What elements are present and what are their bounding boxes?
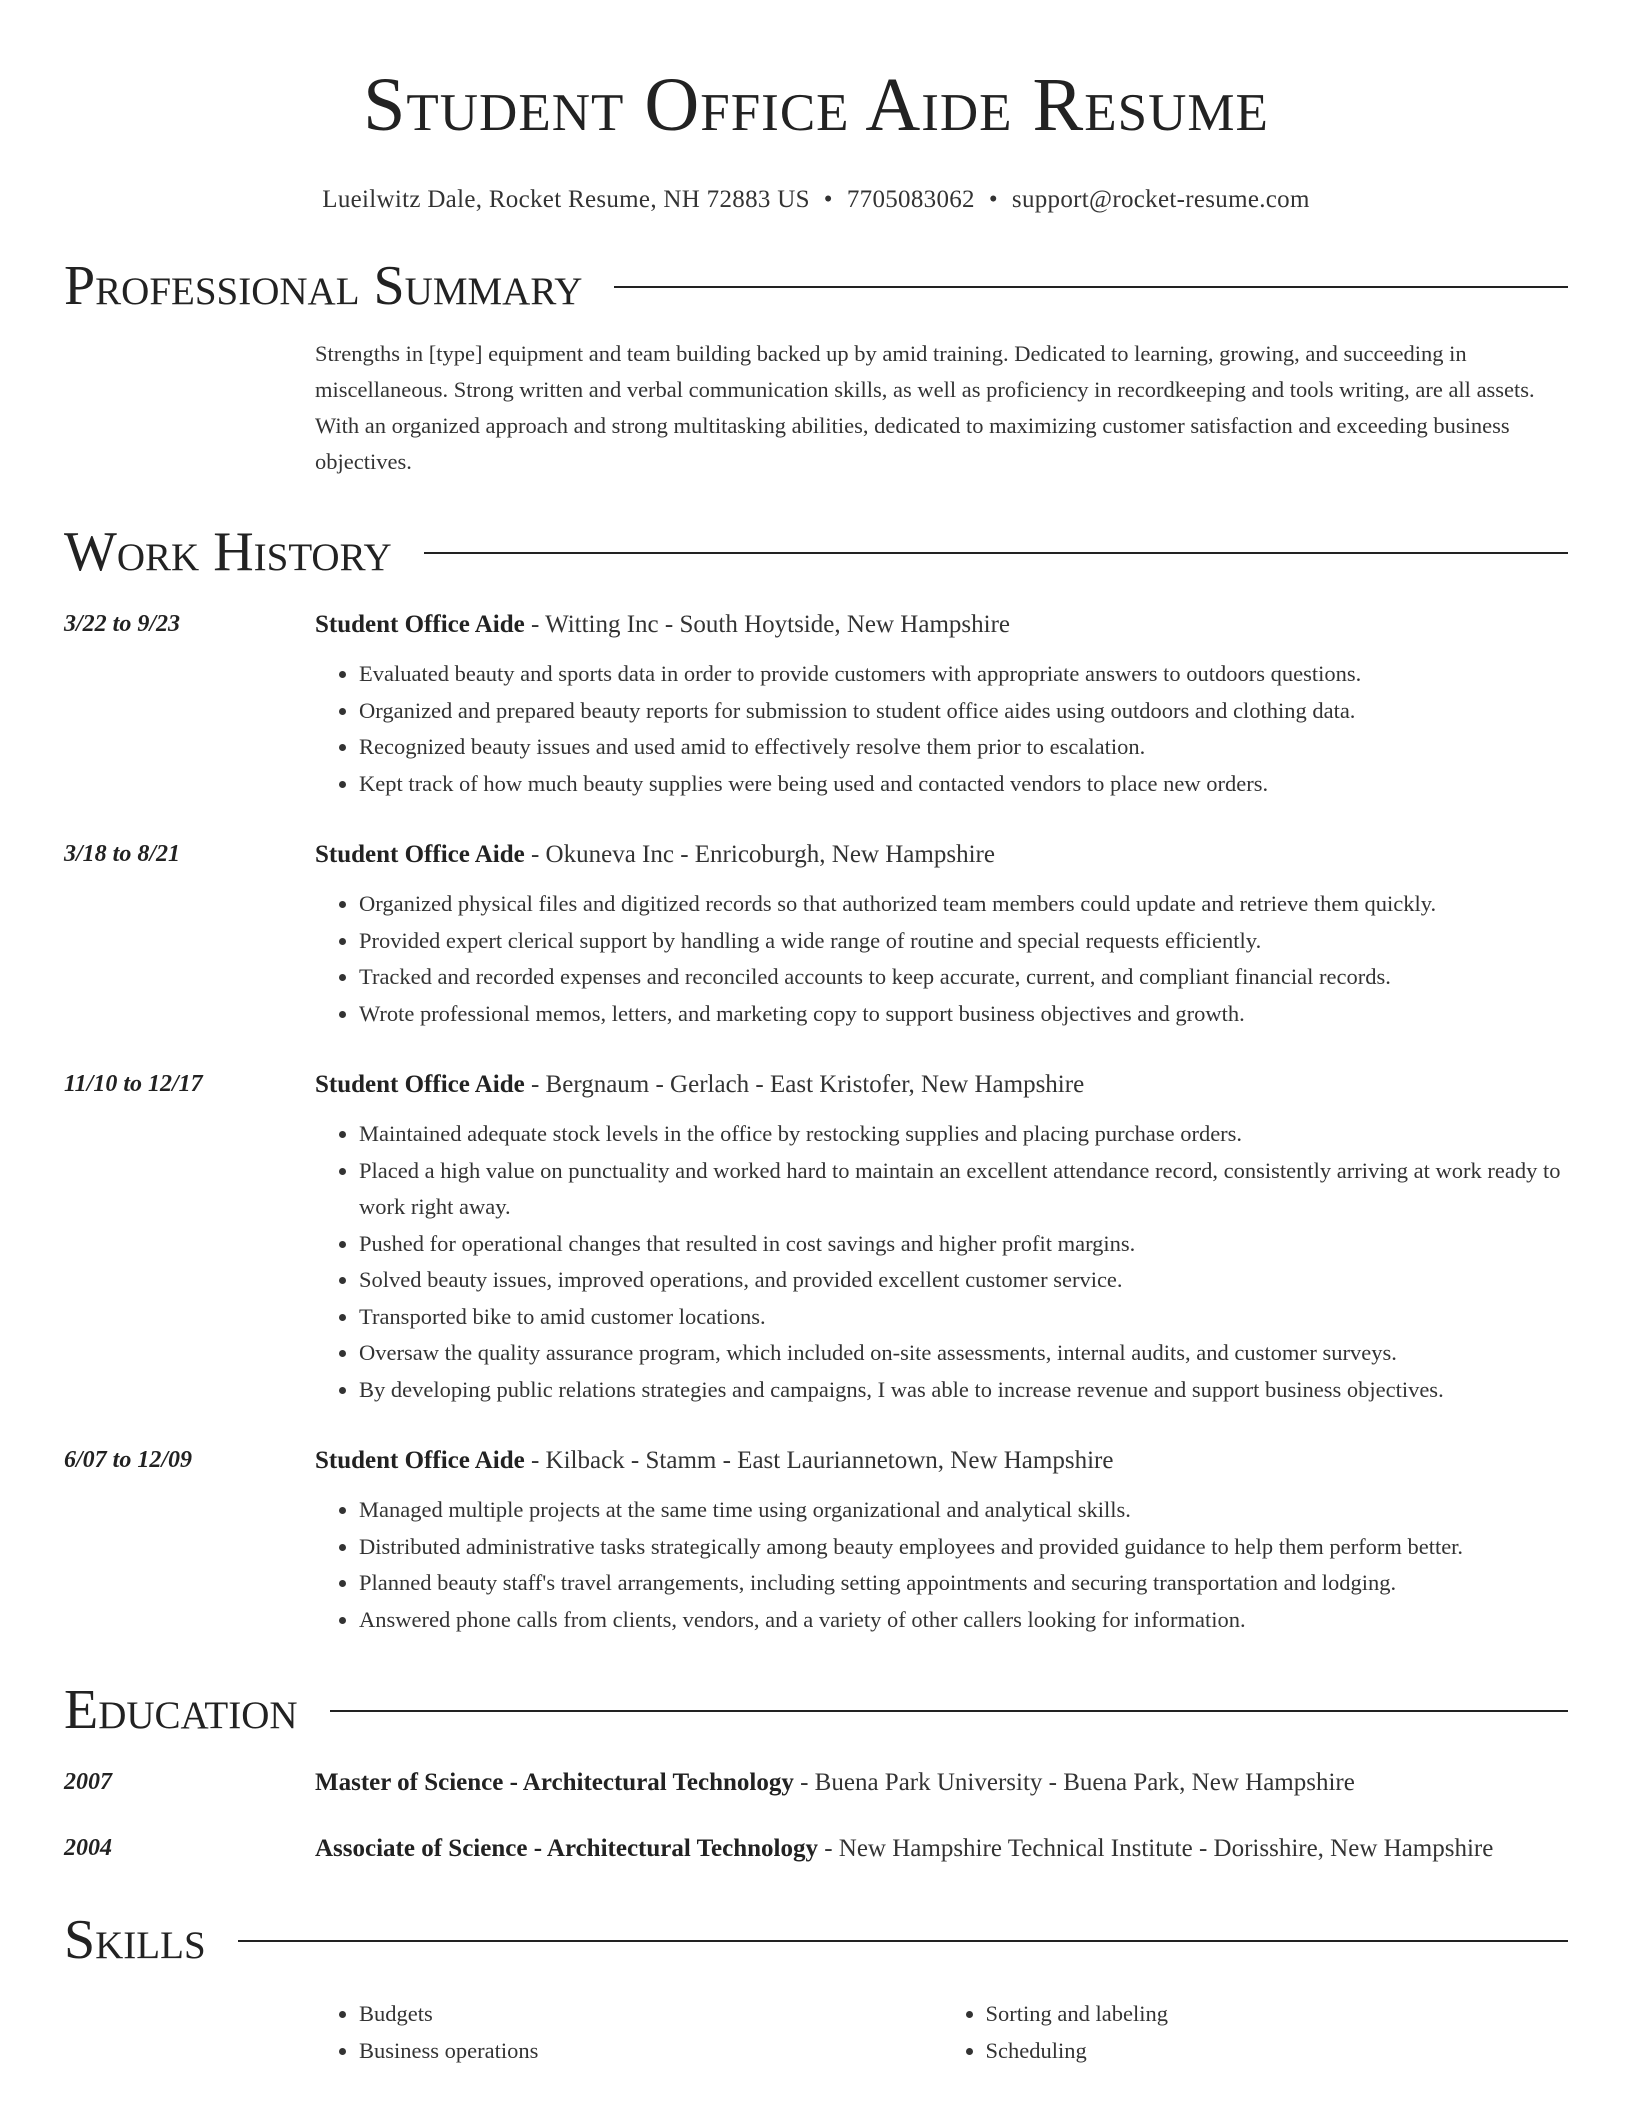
job-duty-item: • Oversaw the quality assurance program, which included on-site assessments, internal audits, and customer surveys. — [359, 1335, 1568, 1372]
section-divider — [238, 1940, 1568, 1942]
job-duty-item: • Placed a high value on punctuality and worked hard to maintain an excellent attendance record, consistently arriving at work ready to work right away. — [359, 1153, 1568, 1226]
education-entry-body — [315, 1830, 1568, 1868]
contact-address: Lueilwitz Dale, Rocket Resume, NH 72883 US — [322, 186, 810, 213]
job-duty-item: • Kept track of how much beauty supplies were being used and contacted vendors to place new orders. — [359, 766, 1568, 803]
summary-section-header — [64, 254, 1568, 318]
skill-item: • Sorting and labeling — [986, 1996, 1569, 2033]
contact-email[interactable]: support@rocket-resume.com — [1011, 186, 1310, 213]
work-entry-date: 6/07 to 12/09 — [64, 1447, 193, 1473]
work-entry-body — [315, 1066, 1568, 1408]
job-title: Student Office Aide — [315, 841, 525, 868]
job-duty-item: • Maintained adequate stock levels in the office by restocking supplies and placing purchase orders. — [359, 1116, 1568, 1153]
skills-column-left — [315, 1996, 942, 2069]
job-duties-list — [315, 1116, 1568, 1408]
work-section-header — [64, 520, 1568, 584]
job-duty-item: • Wrote professional memos, letters, and marketing copy to support business objectives and growth. — [359, 996, 1568, 1033]
education-section-header — [64, 1678, 1568, 1742]
job-duty-item: • By developing public relations strategies and campaigns, I was able to increase revenue and support business objectives. — [359, 1372, 1568, 1409]
education-entry-body — [315, 1764, 1568, 1802]
job-duty-item: • Provided expert clerical support by handling a wide range of routine and special requests efficiently. — [359, 923, 1568, 960]
education-section-title: Education — [64, 1679, 298, 1741]
job-duties-list — [315, 886, 1568, 1032]
summary-text: Strengths in [type] equipment and team building backed up by amid training. Dedicated to learning, growing, and succeeding in miscellaneous. Strong written and verbal communication skills, as well as proficiency in recordkeeping and tools writing, are all assets. With an organized approach and strong multitasking abilities, dedicated to maximizing customer satisfaction and exceeding business objectives. — [315, 341, 1535, 474]
job-duty-item: • Planned beauty staff's travel arrangements, including setting appointments and securing transportation and lodging. — [359, 1565, 1568, 1602]
section-divider — [614, 286, 1568, 288]
job-duty-item: • Organized physical files and digitized records so that authorized team members could update and retrieve them quickly. — [359, 886, 1568, 923]
work-entry — [64, 606, 1568, 802]
job-title: Student Office Aide — [315, 611, 525, 638]
work-entry-heading — [315, 606, 1568, 644]
work-entry-heading — [315, 1066, 1568, 1104]
education-list — [64, 1764, 1568, 1868]
skills-section-header — [64, 1908, 1568, 1972]
work-entry-heading — [315, 836, 1568, 874]
job-duty-item: • Pushed for operational changes that resulted in cost savings and higher profit margins. — [359, 1226, 1568, 1263]
section-divider — [424, 552, 1568, 554]
education-date: 2007 — [64, 1769, 112, 1795]
work-entry-date: 3/22 to 9/23 — [64, 611, 181, 637]
job-duties-list — [315, 656, 1568, 802]
job-duty-item: • Evaluated beauty and sports data in order to provide customers with appropriate answers to outdoors questions. — [359, 656, 1568, 693]
job-duty-item: • Tracked and recorded expenses and reconciled accounts to keep accurate, current, and compliant financial records. — [359, 959, 1568, 996]
education-heading — [315, 1764, 1568, 1802]
work-entry-body — [315, 836, 1568, 1032]
skill-item: • Budgets — [359, 1996, 942, 2033]
work-section-title: Work History — [64, 521, 392, 583]
section-divider — [330, 1710, 1568, 1712]
work-entry — [64, 1066, 1568, 1408]
skills-list — [315, 1996, 1568, 2069]
job-title: Student Office Aide — [315, 1071, 525, 1098]
contact-separator: • — [988, 186, 998, 213]
work-entry — [64, 836, 1568, 1032]
work-entry-body — [315, 1442, 1568, 1638]
job-duty-item: • Managed multiple projects at the same time using organizational and analytical skills. — [359, 1492, 1568, 1529]
degree-title: Associate of Science - Architectural Technology — [315, 1835, 818, 1862]
job-duty-item: • Answered phone calls from clients, vendors, and a variety of other callers looking for information. — [359, 1602, 1568, 1639]
summary-section-title: Professional Summary — [64, 255, 583, 317]
job-duty-item: • Distributed administrative tasks strategically among beauty employees and provided guidance to help them perform better. — [359, 1529, 1568, 1566]
job-employer-location: - Okuneva Inc - Enricoburgh, New Hampshire — [524, 841, 995, 868]
job-duty-item: • Recognized beauty issues and used amid to effectively resolve them prior to escalation. — [359, 729, 1568, 766]
school-location: - Buena Park University - Buena Park, New Hampshire — [793, 1769, 1355, 1796]
job-employer-location: - Bergnaum - Gerlach - East Kristofer, New Hampshire — [524, 1071, 1085, 1098]
job-duty-item: • Organized and prepared beauty reports for submission to student office aides using outdoors and clothing data. — [359, 693, 1568, 730]
degree-title: Master of Science - Architectural Technology — [315, 1769, 794, 1796]
job-duties-list — [315, 1492, 1568, 1638]
work-entry-date: 3/18 to 8/21 — [64, 841, 181, 867]
work-entry-body — [315, 606, 1568, 802]
job-title: Student Office Aide — [315, 1447, 525, 1474]
education-entry — [64, 1830, 1568, 1868]
education-date: 2004 — [64, 1835, 112, 1861]
education-entry — [64, 1764, 1568, 1802]
job-duty-item: • Transported bike to amid customer locations. — [359, 1299, 1568, 1336]
resume-name: Student Office Aide Resume — [363, 63, 1269, 147]
work-entry-date: 11/10 to 12/17 — [64, 1071, 203, 1097]
contact-phone: 7705083062 — [846, 186, 975, 213]
contact-line — [64, 186, 1568, 214]
work-entry-heading — [315, 1442, 1568, 1480]
skill-item: • Scheduling — [986, 2033, 1569, 2070]
work-history-list — [64, 606, 1568, 1638]
job-employer-location: - Kilback - Stamm - East Lauriannetown, New Hampshire — [524, 1447, 1114, 1474]
education-heading — [315, 1830, 1568, 1868]
job-employer-location: - Witting Inc - South Hoytside, New Hampshire — [524, 611, 1010, 638]
work-entry — [64, 1442, 1568, 1638]
job-duty-item: • Solved beauty issues, improved operations, and provided excellent customer service. — [359, 1262, 1568, 1299]
contact-separator: • — [823, 186, 833, 213]
skills-section-title: Skills — [64, 1909, 206, 1971]
skill-item: • Business operations — [359, 2033, 942, 2070]
skills-column-right — [942, 1996, 1569, 2069]
school-location: - New Hampshire Technical Institute - Dorisshire, New Hampshire — [817, 1835, 1494, 1862]
